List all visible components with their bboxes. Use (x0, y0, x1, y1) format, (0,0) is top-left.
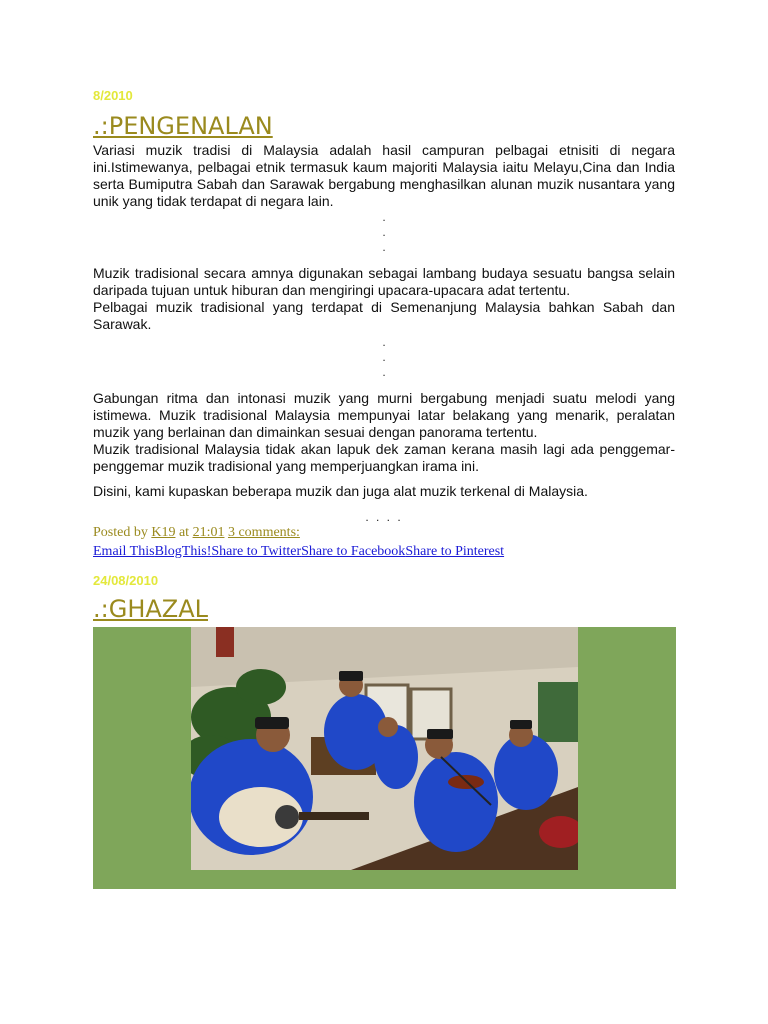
blog-page (93, 88, 675, 889)
separator-dot: . (382, 210, 386, 224)
post-end-dots: . . . . (365, 510, 403, 524)
at-label: at (178, 525, 190, 540)
ghazal-musicians-image (191, 627, 578, 870)
share-twitter-link[interactable]: Share to Twitter (211, 544, 302, 559)
separator-dot: . (382, 240, 386, 254)
post-paragraph: Gabungan ritma dan intonasi muzik yang murni bergabung menjadi suatu melodi yang istimewa. Muzik tradisional Malaysia mempunyai latar belakang yang menarik, peralatan muzik yang berlainan dan dimainkan sesuai dengan panorama tertentu. (93, 390, 675, 440)
post-paragraph: Muzik tradisional Malaysia tidak akan lapuk dek zaman kerana masih lagi ada penggemar-penggemar muzik tradisional yang memperjuangkan irama ini. (93, 441, 675, 474)
author-link[interactable]: K19 (151, 525, 176, 540)
post-paragraph: Variasi muzik tradisi di Malaysia adalah hasil campuran pelbagai etnisiti di negara ini.Istimewanya, pelbagai etnik termasuk kaum majoriti Malaysia iaitu Melayu,Cina dan India serta Bumiputra Sabah dan Sarawak bergabung menghasilkan alunan muzik nusantara yang unik yang tidak terdapat di negara lain. (93, 142, 675, 209)
share-pinterest-link[interactable]: Share to Pinterest (405, 544, 505, 559)
share-facebook-link[interactable]: Share to Facebook (301, 544, 406, 559)
posted-by-label: Posted by (93, 525, 148, 540)
separator-dot: . (382, 350, 386, 364)
separator-dot: . (382, 365, 386, 379)
post-paragraph: Pelbagai muzik tradisional yang terdapat di Semenanjung Malaysia bahkan Sabah dan Sarawak. (93, 299, 675, 332)
timestamp-link[interactable]: 21:01 (192, 525, 225, 540)
post-title[interactable]: .:PENGENALAN (93, 112, 273, 140)
share-links (93, 543, 675, 561)
share-blogthis-link[interactable]: BlogThis! (154, 544, 212, 559)
post-title[interactable]: .:GHAZAL (93, 595, 209, 623)
share-email-link[interactable]: Email This (93, 544, 155, 559)
photo-frame (93, 627, 676, 889)
comments-link[interactable]: 3 comments: (227, 525, 300, 540)
post-footer (93, 525, 675, 541)
separator-dot: . (382, 335, 386, 349)
post-paragraph: Muzik tradisional secara amnya digunakan sebagai lambang budaya sesuatu bangsa selain daripada tujuan untuk hiburan dan mengiringi upacara-upacara adat tertentu. (93, 265, 675, 298)
ghazal-photo[interactable] (191, 627, 578, 870)
separator-dot: . (382, 225, 386, 239)
post-date: 24/08/2010 (93, 573, 159, 588)
post-paragraph: Disini, kami kupaskan beberapa muzik dan juga alat muzik terkenal di Malaysia. (93, 483, 588, 499)
post-date: 8/2010 (93, 88, 133, 103)
